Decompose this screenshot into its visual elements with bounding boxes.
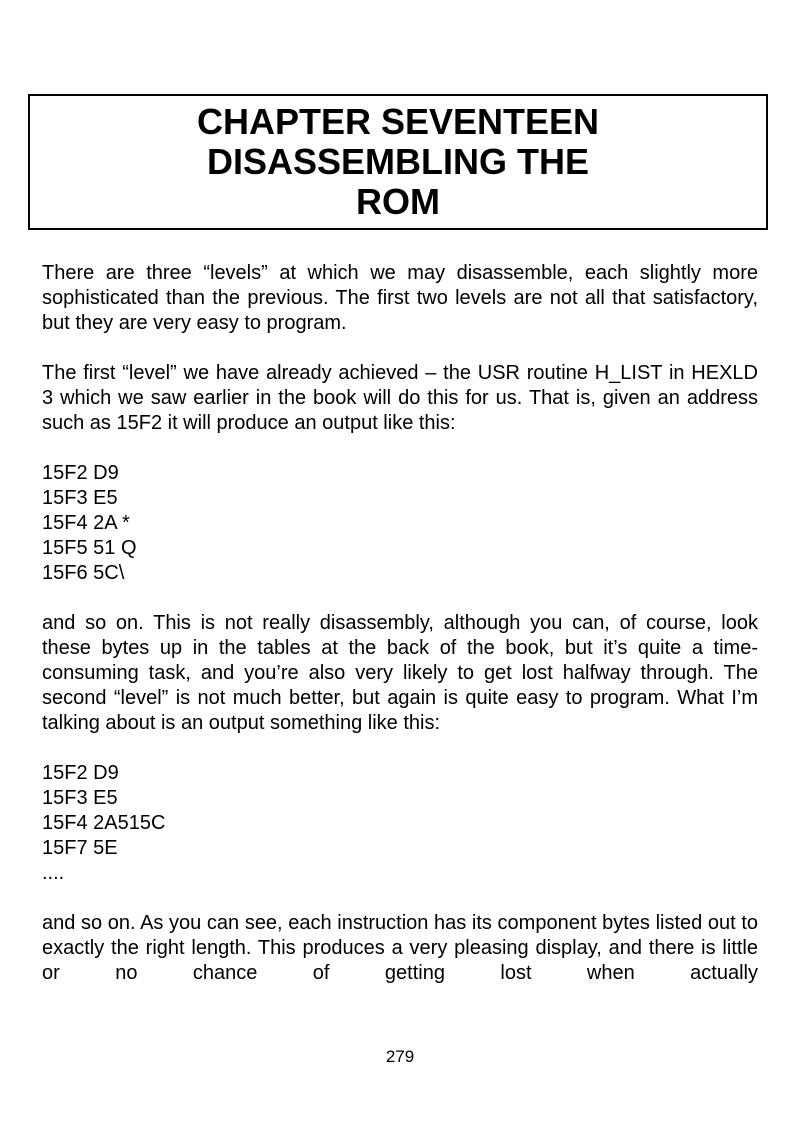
page-body xyxy=(42,261,758,986)
listing-line: 15F4 2A515C xyxy=(42,812,166,834)
paragraph-second-level: and so on. This is not really disassembly, although you can, of course, look these bytes up in the tables at the back of the book, but it’s quite a time-consuming task, and you’re also very likely to get lost halfway through. The second “level” is not much better, but again is quite easy to program. What I’m talking about is an output something like this: xyxy=(42,612,758,734)
chapter-title-line-2: DISASSEMBLING THE xyxy=(206,141,590,182)
listing-line: 15F3 E5 xyxy=(42,787,118,809)
listing-line: 15F3 E5 xyxy=(42,487,118,509)
page-number: 279 xyxy=(385,1047,415,1066)
listing-line: 15F2 D9 xyxy=(42,462,119,484)
listing-line: 15F5 51 Q xyxy=(42,537,137,559)
chapter-title-box xyxy=(28,94,768,230)
paragraph-first-level: The first “level” we have already achieved – the USR routine H_LIST in HEXLD 3 which we saw earlier in the book will do this for us. That is, given an address such as 15F2 it will produce an output like this: xyxy=(42,362,758,434)
paragraph-closing: and so on. As you can see, each instruction has its component bytes listed out to exactly the right length. This produces a very pleasing display, and there is little or no chance of getting lost when actually xyxy=(42,912,758,984)
paragraph-intro: There are three “levels” at which we may disassemble, each slightly more sophisticated than the previous. The first two levels are not all that satisfactory, but they are very easy to program. xyxy=(42,262,758,334)
listing-line: .... xyxy=(42,862,65,884)
listing-instruction-bytes xyxy=(42,761,758,886)
chapter-title-line-3: ROM xyxy=(356,181,440,222)
listing-line: 15F6 5C\ xyxy=(42,562,125,584)
chapter-title-line-1: CHAPTER SEVENTEEN xyxy=(196,101,600,142)
listing-hex-dump xyxy=(42,461,758,586)
listing-line: 15F7 5E xyxy=(42,837,118,859)
listing-line: 15F4 2A * xyxy=(42,512,130,534)
listing-line: 15F2 D9 xyxy=(42,762,119,784)
